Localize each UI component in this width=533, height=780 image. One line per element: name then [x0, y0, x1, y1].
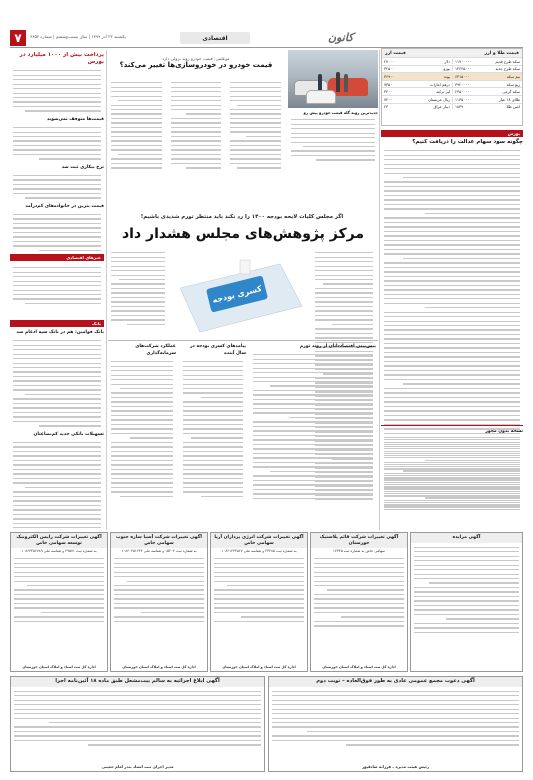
budget-kicker: اگر مجلس کلیات لایحه بودجه ۱۴۰۰ را رد نکند باید منتظر تورم شدیدی باشیم!	[140, 214, 344, 220]
rates-title-right: قیمت طلا و ارز	[484, 50, 519, 56]
sub-article-2	[180, 343, 246, 501]
ad-auction	[410, 532, 523, 672]
budget-deficit-illustration	[170, 258, 310, 336]
rate-cell	[382, 82, 452, 87]
rate-value: ۳۴۰۰	[384, 89, 393, 95]
rate-row	[382, 65, 522, 73]
budget-headline: مرکز پژوهش‌های مجلس هشدار داد	[121, 226, 364, 242]
cars-article	[108, 56, 284, 70]
ad-raiman	[10, 532, 108, 672]
rate-value: ۶۳۱۵۰۰۰	[455, 73, 470, 79]
sub-article-2-headline: پیامدهای کسری بودجه در سال آینده	[189, 344, 246, 356]
rate-value: ۱۱۳۵۰۰۰	[455, 96, 470, 102]
rate-cell	[382, 74, 452, 79]
currency-rates-table	[381, 48, 523, 126]
side-divider	[381, 425, 523, 426]
rate-cell	[382, 59, 452, 64]
cars-headline: قیمت خودرو در خودروسازی‌ها تغییر می‌کند؟	[119, 61, 273, 69]
newspaper-logo: کانون	[328, 31, 354, 44]
rate-value: ۷۳۵۰	[384, 81, 393, 87]
economy-news-block	[10, 263, 104, 308]
rate-value: ۳۶۹۰۰	[384, 73, 395, 79]
rate-label: دلار	[444, 58, 450, 64]
car-showroom-photo	[288, 50, 378, 108]
rates-title-left: قیمت ارز	[385, 50, 406, 56]
photo-caption: جدیدترین رویه گله قیمت خودرو پیش رو	[303, 110, 378, 115]
ad-energy-footer: اداره کل ثبت اسناد و املاک استان خوزستان	[222, 665, 296, 669]
ad-khuzestan-title: آگهی تغییرات شرکت قائم پلاستیک خوزستان	[311, 533, 407, 548]
rate-row	[382, 103, 522, 111]
rate-label: ریال عربستان	[428, 96, 450, 102]
cars-kicker: موعلمی: قیمت خودرو روند نزولی دارد	[162, 56, 230, 61]
rate-cell	[452, 97, 522, 102]
rate-cell	[452, 66, 522, 71]
rate-label: لیر ترکیه	[436, 89, 450, 95]
rate-value: ۲۳	[384, 104, 389, 110]
rate-label: درهم امارات	[430, 81, 450, 87]
cars-article-body	[108, 78, 284, 173]
page-header	[10, 30, 523, 46]
sub-article-3-headline: عملکرد شرکت‌های سرمایه‌گذاری	[135, 344, 176, 356]
ad-raiman-footer: اداره کل ثبت اسناد و املاک استان خوزستان	[22, 665, 96, 669]
ad-execution-notice	[10, 676, 265, 772]
rate-value: ۲۷۰۰۰	[384, 58, 395, 64]
ad-execution-title: آگهی ابلاغ اجرائیه به سالم بیت‌مشعل طبق ماده ۱۸ آئین‌نامه اجرا	[11, 677, 264, 687]
rate-cell	[452, 89, 522, 94]
rate-cell	[382, 97, 452, 102]
rate-label: پوند	[443, 73, 450, 79]
rate-cell	[382, 89, 452, 94]
rate-cell	[452, 82, 522, 87]
bank-section-bar: بانک	[10, 320, 104, 327]
ad-asia-sub: به شماره ثبت ۱۵۴۰۴ و شناسه ملی ۱۰۸۶۰۴۵۱۲۳۴	[121, 549, 197, 553]
rate-cell	[382, 104, 452, 109]
rate-value: ۲۳۵۰۰۰۰	[455, 89, 470, 95]
left-article-2-headline: قیمت‌ها متوقف نمی‌شوند	[46, 116, 104, 122]
ad-assembly-title: آگهی دعوت مجمع عمومی عادی به طور فوق‌العاده – نوبت دوم	[269, 677, 522, 687]
rate-label: سکه گرمی	[502, 89, 520, 95]
rate-value: ۱۲۲۴۵۰۰۰	[455, 66, 472, 72]
ad-asia-saze	[110, 532, 208, 672]
rate-row	[382, 72, 522, 80]
ad-execution-footer: مدیر اجرای ثبت اسناد بندر امام خمینی	[101, 764, 174, 769]
ad-energy-title: آگهی تغییرات شرکت انرژی پردازان آریا سهامی خاص	[211, 533, 307, 548]
side-note	[381, 428, 523, 512]
rate-label: ربع سکه	[506, 81, 520, 87]
side-note-headline: نسخه بدون مجوز	[485, 429, 523, 434]
sub-article-3	[108, 343, 176, 501]
rate-value: ۳۲۵۰۰	[384, 66, 395, 72]
left-article-4-headline: قیمت بنزین در خانواده‌های کم‌درآمد	[25, 203, 104, 209]
column-rule-right	[379, 50, 380, 530]
economy-news-bar: خبرهای اقتصادی	[10, 254, 104, 261]
left-article-3-headline: نرخ بیکاری ثبت شد	[61, 164, 104, 170]
bank-headline: بانک قوامین: هم در بانک سپه ادغام شد	[16, 330, 104, 335]
rate-cell	[452, 104, 522, 109]
ad-asia-title: آگهی تغییرات شرکت آسیا سازه جنوب سهامی خاص	[111, 533, 207, 548]
budget-image-label: کسری بودجه	[211, 283, 263, 305]
ad-general-assembly	[268, 676, 523, 772]
ad-khuzestan-plastic	[310, 532, 408, 672]
ad-raiman-sub: به شماره ثبت ۲۹۵۷۱ و شناسه ملی ۱۰۸۶۳۴۵۶۷۸۹	[21, 549, 97, 553]
bourse-headline: چگونه سود سهام عدالت را دریافت کنیم؟	[412, 139, 523, 145]
rate-cell	[452, 59, 522, 64]
ad-raiman-title: آگهی تغییرات شرکت رایمن الکترونیک توسعه سهامی خاص	[11, 533, 107, 548]
page-number: ۷	[10, 30, 26, 46]
bank-article	[10, 329, 104, 542]
rate-row	[382, 57, 522, 65]
ad-auction-title: آگهی مزایده	[411, 533, 522, 543]
bank-headline-2: تسهیلات بانکی جدید کم‌بضاعتان	[33, 431, 104, 437]
section-label: اقتصادی	[180, 32, 250, 44]
rate-cell	[452, 74, 522, 79]
ad-khuzestan-sub: سهامی خاص به شماره ثبت ۱۲۳۴۵	[332, 549, 386, 553]
issue-date-line: یکشنبه ۲۳ آذر ۱۳۹۹ | سال بیست‌وششم | شماره ۶۶۵۲	[30, 34, 126, 39]
rate-label: طلای ۱۸ عیار	[498, 96, 520, 102]
ad-energy-aria	[210, 532, 308, 672]
center-divider	[108, 340, 378, 341]
sub-article-1	[250, 343, 376, 503]
rate-label: انس طلا	[506, 104, 520, 110]
rate-value: ۱۱۷۰۰۰۰۰	[455, 58, 472, 64]
photo-caption-block	[288, 110, 378, 165]
ad-asia-footer: اداره کل ثبت اسناد و املاک استان خوزستان	[122, 665, 196, 669]
rate-row	[382, 87, 522, 95]
rate-value: ۷۲۰۰	[384, 96, 393, 102]
bourse-section-bar: بورس	[381, 130, 523, 137]
rate-label: سکه طرح جدید	[495, 66, 520, 72]
rate-label: سکه طرح قدیم	[495, 58, 520, 64]
left-article-1-headline: پرداخت بیش از ۱۰۰۰ میلیارد در بورس	[19, 52, 104, 65]
rate-row	[382, 95, 522, 103]
rate-value: ۱۸۳۹	[455, 104, 464, 110]
column-rule-left	[106, 50, 107, 530]
ad-assembly-footer: رئیس هیئت مدیره – فرزانه صادقپور	[361, 764, 430, 769]
ad-energy-sub: به شماره ثبت ۲۳۳۸۵ و شناسه ملی ۱۰۸۶۱۲۳۴۵۶۷	[221, 549, 297, 553]
rate-label: نیم سکه	[506, 73, 520, 79]
rate-label: یورو	[443, 66, 450, 72]
ad-khuzestan-footer: اداره کل ثبت اسناد و املاک استان خوزستان	[322, 665, 396, 669]
rate-value: ۳۹۲۰۰۰۰	[455, 81, 470, 87]
rate-row	[382, 80, 522, 88]
rates-table-header	[382, 49, 522, 57]
budget-article-col-left	[108, 248, 168, 329]
left-article-1	[10, 52, 104, 255]
rate-cell	[382, 66, 452, 71]
sub-article-1-headline: پیش‌بینی اقتصاددانان از روند تورم	[299, 344, 376, 349]
rate-label: دینار عراق	[433, 104, 450, 110]
